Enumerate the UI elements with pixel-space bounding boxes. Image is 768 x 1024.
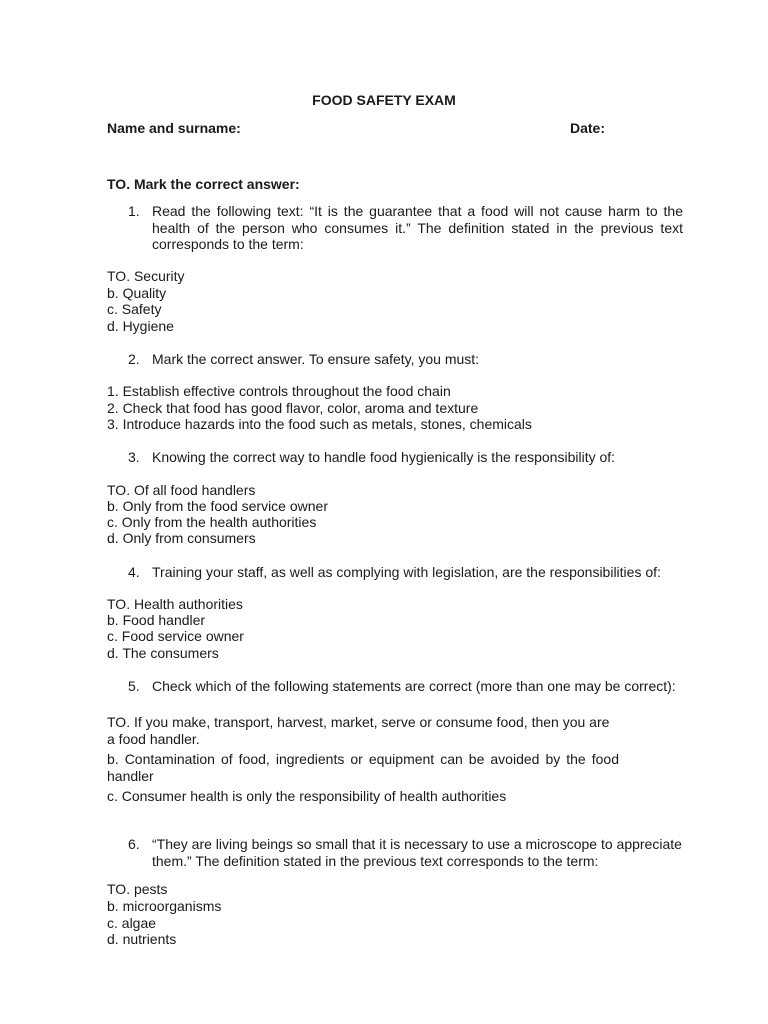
question-text: Training your staff, as well as complying with legislation, are the responsibilities of:: [152, 564, 661, 580]
answer-option: 2. Check that food has good flavor, color, aroma and texture: [107, 400, 479, 416]
exam-title: FOOD SAFETY EXAM: [312, 92, 456, 108]
question-number: 5.: [128, 678, 140, 694]
question-number: 3.: [128, 449, 140, 465]
question-text: Check which of the following statements are correct (more than one may be correct):: [152, 678, 676, 694]
answer-option: TO. Security: [107, 268, 185, 284]
answer-option: d. Only from consumers: [107, 530, 256, 546]
answer-option: TO. If you make, transport, harvest, market, serve or consume food, then you are a food handler.: [107, 714, 610, 747]
date-label: Date:: [570, 120, 606, 136]
answer-option: TO. pests: [107, 881, 168, 897]
answer-option: b. microorganisms: [107, 898, 222, 914]
answer-option: b. Only from the food service owner: [107, 498, 328, 514]
answer-option: b. Contamination of food, ingredients or equipment can be avoided by the food handler: [107, 751, 619, 784]
answer-option: c. Consumer health is only the responsibility of health authorities: [107, 788, 507, 804]
question-number: 4.: [128, 564, 140, 580]
question-number: 6.: [128, 836, 140, 852]
answer-option: c. Only from the health authorities: [107, 514, 317, 530]
question-text: “They are living beings so small that it is necessary to use a microscope to appreciate them.” The definition stated in the previous text corresponds to the term:: [152, 836, 682, 869]
question-text: Read the following text: “It is the guarantee that a food will not cause harm to the health of the person who consumes it.” The definition stated in the previous text corresponds to the term:: [152, 203, 683, 252]
question-number: 2.: [128, 351, 140, 367]
answer-option: d. Hygiene: [107, 318, 174, 334]
answer-option: 1. Establish effective controls throughout the food chain: [107, 383, 451, 399]
section-heading: TO. Mark the correct answer:: [107, 176, 300, 192]
answer-option: c. Food service owner: [107, 628, 244, 644]
question-text: Mark the correct answer. To ensure safety, you must:: [152, 351, 480, 367]
answer-option: d. The consumers: [107, 645, 219, 661]
answer-option: c. Safety: [107, 301, 162, 317]
question-text: Knowing the correct way to handle food hygienically is the responsibility of:: [152, 449, 616, 465]
answer-option: TO. Health authorities: [107, 596, 243, 612]
question-number: 1.: [128, 203, 140, 219]
answer-option: TO. Of all food handlers: [107, 482, 256, 498]
answer-option: c. algae: [107, 915, 157, 931]
answer-option: b. Food handler: [107, 612, 206, 628]
name-label: Name and surname:: [107, 120, 241, 136]
answer-option: 3. Introduce hazards into the food such as metals, stones, chemicals: [107, 416, 532, 432]
answer-option: d. nutrients: [107, 931, 177, 947]
answer-option: b. Quality: [107, 285, 167, 301]
